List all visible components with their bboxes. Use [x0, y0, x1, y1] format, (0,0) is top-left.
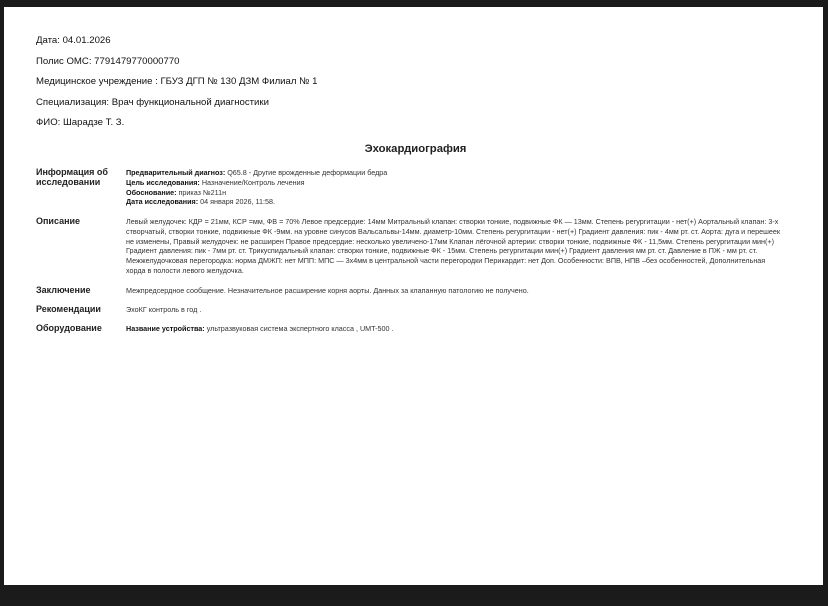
conclusion-text: Межпредсердное сообщение. Незначительное расширение корня аорты. Данных за клапанную патологию не получено.: [126, 286, 529, 295]
info-key: Дата исследования:: [126, 197, 199, 207]
equipment-key: Название устройства:: [126, 324, 205, 333]
info-row-exam-date: [126, 197, 781, 207]
section-label: Информация об исследовании: [36, 167, 108, 187]
info-value: Назначение/Контроль лечения: [199, 177, 305, 187]
info-key: Цель исследования:: [126, 177, 200, 187]
section-description: [36, 216, 786, 284]
section-info: [36, 167, 786, 215]
viewer-bottom-bar: [0, 585, 828, 606]
section-label: Описание: [36, 216, 81, 226]
equipment-value: ультразвуковая система экспертного класса , UMT-500 .: [204, 324, 394, 333]
section-body: [126, 168, 781, 207]
insurance-policy: Полис ОМС: 7791479770000770: [36, 56, 180, 67]
section-recommendations: [36, 304, 786, 318]
exam-date: Дата: 04.01.2026: [36, 35, 111, 46]
specialization: Специализация: Врач функциональной диагностики: [36, 97, 269, 108]
section-conclusion: [36, 285, 786, 299]
info-key: Предварительный диагноз:: [126, 168, 226, 177]
recommendations-text: ЭхоКГ контроль в год .: [126, 305, 202, 314]
document-title: Эхокардиография: [364, 143, 467, 155]
info-value: приказ №211н: [176, 187, 227, 197]
info-value: Q65.8 - Другие врожденные деформации бедра: [225, 168, 388, 177]
section-equipment: [36, 323, 786, 337]
info-row-justification: [126, 188, 781, 198]
medical-institution: Медицинское учреждение : ГБУЗ ДГП № 130 ДЗМ Филиал № 1: [36, 76, 318, 87]
info-row-diagnosis: [126, 168, 781, 178]
document-page: [4, 7, 823, 585]
info-value: 04 января 2026, 11:58.: [198, 197, 275, 207]
equipment-text: [126, 324, 781, 334]
info-row-purpose: [126, 178, 781, 188]
section-label: Рекомендации: [36, 304, 101, 314]
section-label: Оборудование: [36, 323, 102, 333]
patient-name: ФИО: Шарадзе Т. З.: [36, 117, 125, 128]
info-key: Обоснование:: [126, 187, 177, 197]
section-label: Заключение: [36, 285, 91, 295]
description-text: Левый желудочек: КДР = 21мм, КСР =мм, ФВ = 70% Левое предсердие: 14мм Митральный клапан: створки тонкие, подвижные ФК — 13мм. Степень регургитации - нет(+) Аортальный клапан: 3-х створчатый, створки тонкие, подвижные ФК -9мм. на уровне синусов Вальсальвы-14мм. диаметр-10мм. Степень регургитации - нет(+) Градиент давления: пик - 4мм рт. ст. Аорта: дуга и перешеек не изменены, Правый желудочек: не расширен Правое предсердие: несколько увеличено-17мм Клапан лёгочной артерии: створки тонкие, подвижные ФК - 11,5мм. Степень регургитации мин(+) Градиент давления: пик - 7мм рт. ст. Трикуспидальный клапан: створки тонкие, подвижные ФК - 15мм. Степень регургитации мин(+) Градиент давления мм рт. ст. Давление в ПЖ - мм рт. ст. Межжелудочковая перегородка: норма ДМЖП: нет МПП: МПС — 3х4мм в центральной части перегородки Перикардит: нет Доп. Особенности: ВПВ, НПВ –без особенностей, Дополнительная хорда в полости левого желудочка.: [126, 217, 780, 275]
